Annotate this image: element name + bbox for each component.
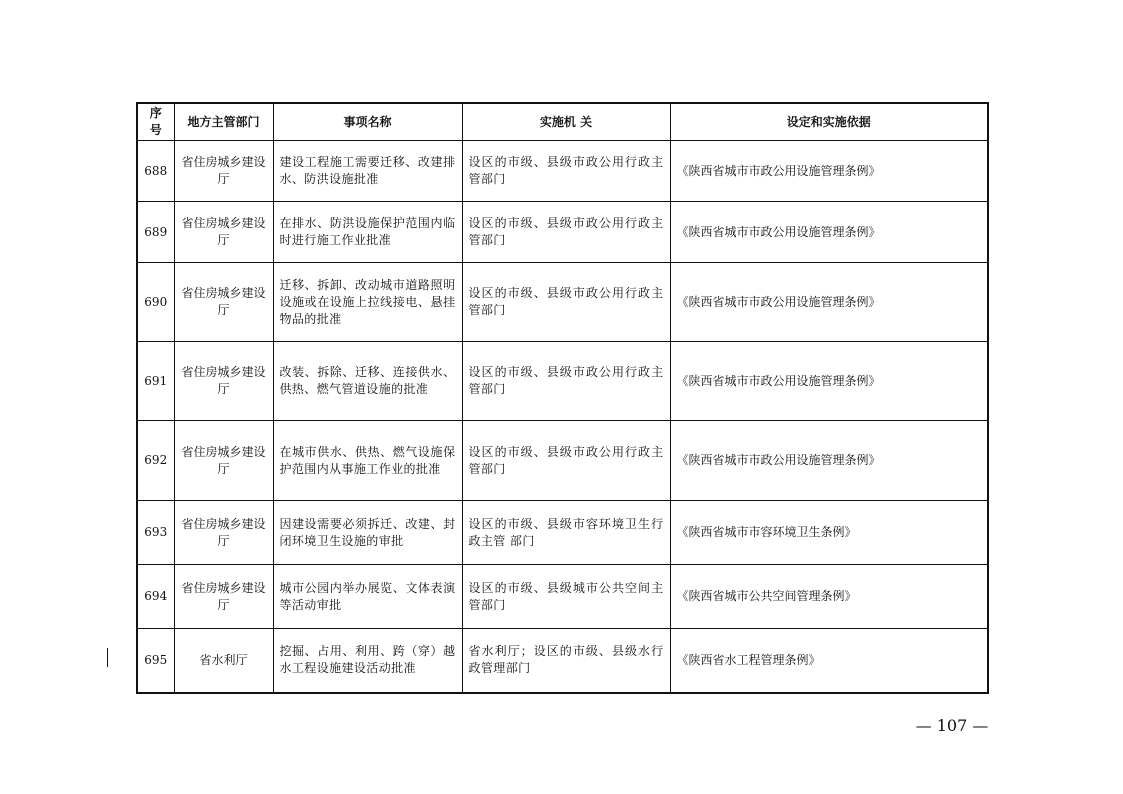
row-item-name: 挖掘、占用、利用、跨（穿）越水工程设施建设活动批准	[273, 629, 462, 693]
table-row	[137, 421, 988, 501]
row-basis: 《陕西省城市市政公用设施管理条例》	[670, 263, 988, 342]
row-department: 省住房城乡建设厅	[174, 421, 273, 501]
table-row	[137, 202, 988, 263]
row-item-name: 建设工程施工需要迁移、改建排水、防洪设施批准	[273, 141, 462, 202]
row-serial: 695	[137, 629, 174, 693]
header-department: 地方主管部门	[174, 103, 273, 141]
row-serial: 691	[137, 342, 174, 421]
table-header-row	[137, 103, 988, 141]
header-serial: 序号	[137, 103, 174, 141]
table-row	[137, 565, 988, 629]
row-agency: 设区的市级、县级市政公用行政主管部门	[462, 202, 670, 263]
header-item-name: 事项名称	[273, 103, 462, 141]
row-agency: 设区的市级、县级市政公用行政主管部门	[462, 421, 670, 501]
table-row	[137, 629, 988, 693]
row-department: 省住房城乡建设厅	[174, 565, 273, 629]
row-agency: 设区的市级、县级市容环境卫生行政主管 部门	[462, 501, 670, 565]
row-item-name: 在城市供水、供热、燃气设施保护范围内从事施工作业的批准	[273, 421, 462, 501]
table-row	[137, 263, 988, 342]
row-item-name: 因建设需要必须拆迁、改建、封闭环境卫生设施的审批	[273, 501, 462, 565]
row-basis: 《陕西省水工程管理条例》	[670, 629, 988, 693]
margin-mark	[107, 648, 108, 667]
row-basis: 《陕西省城市市容环境卫生条例》	[670, 501, 988, 565]
row-serial: 693	[137, 501, 174, 565]
row-serial: 689	[137, 202, 174, 263]
row-agency: 设区的市级、县级市政公用行政主管部门	[462, 141, 670, 202]
row-department: 省住房城乡建设厅	[174, 342, 273, 421]
page-number: — 107 —	[915, 716, 989, 735]
row-agency: 设区的市级、县级城市公共空间主管部门	[462, 565, 670, 629]
row-item-name: 改装、拆除、迁移、连接供水、供热、燃气管道设施的批准	[273, 342, 462, 421]
table-row	[137, 342, 988, 421]
row-department: 省住房城乡建设厅	[174, 501, 273, 565]
regulation-table	[136, 102, 989, 694]
row-agency: 省水利厅；设区的市级、县级水行政管理部门	[462, 629, 670, 693]
row-agency: 设区的市级、县级市政公用行政主管部门	[462, 263, 670, 342]
row-item-name: 在排水、防洪设施保护范围内临时进行施工作业批准	[273, 202, 462, 263]
row-serial: 690	[137, 263, 174, 342]
row-basis: 《陕西省城市市政公用设施管理条例》	[670, 421, 988, 501]
row-department: 省住房城乡建设厅	[174, 141, 273, 202]
row-agency: 设区的市级、县级市政公用行政主管部门	[462, 342, 670, 421]
header-implementing-agency: 实施机 关	[462, 103, 670, 141]
row-basis: 《陕西省城市公共空间管理条例》	[670, 565, 988, 629]
row-serial: 688	[137, 141, 174, 202]
row-basis: 《陕西省城市市政公用设施管理条例》	[670, 141, 988, 202]
row-basis: 《陕西省城市市政公用设施管理条例》	[670, 342, 988, 421]
row-basis: 《陕西省城市市政公用设施管理条例》	[670, 202, 988, 263]
row-department: 省住房城乡建设厅	[174, 202, 273, 263]
row-item-name: 城市公园内举办展览、文体表演等活动审批	[273, 565, 462, 629]
row-department: 省水利厅	[174, 629, 273, 693]
row-department: 省住房城乡建设厅	[174, 263, 273, 342]
header-legal-basis: 设定和实施依据	[670, 103, 988, 141]
row-serial: 692	[137, 421, 174, 501]
table-row	[137, 501, 988, 565]
table-row	[137, 141, 988, 202]
row-serial: 694	[137, 565, 174, 629]
row-item-name: 迁移、拆卸、改动城市道路照明设施或在设施上拉线接电、悬挂物品的批准	[273, 263, 462, 342]
